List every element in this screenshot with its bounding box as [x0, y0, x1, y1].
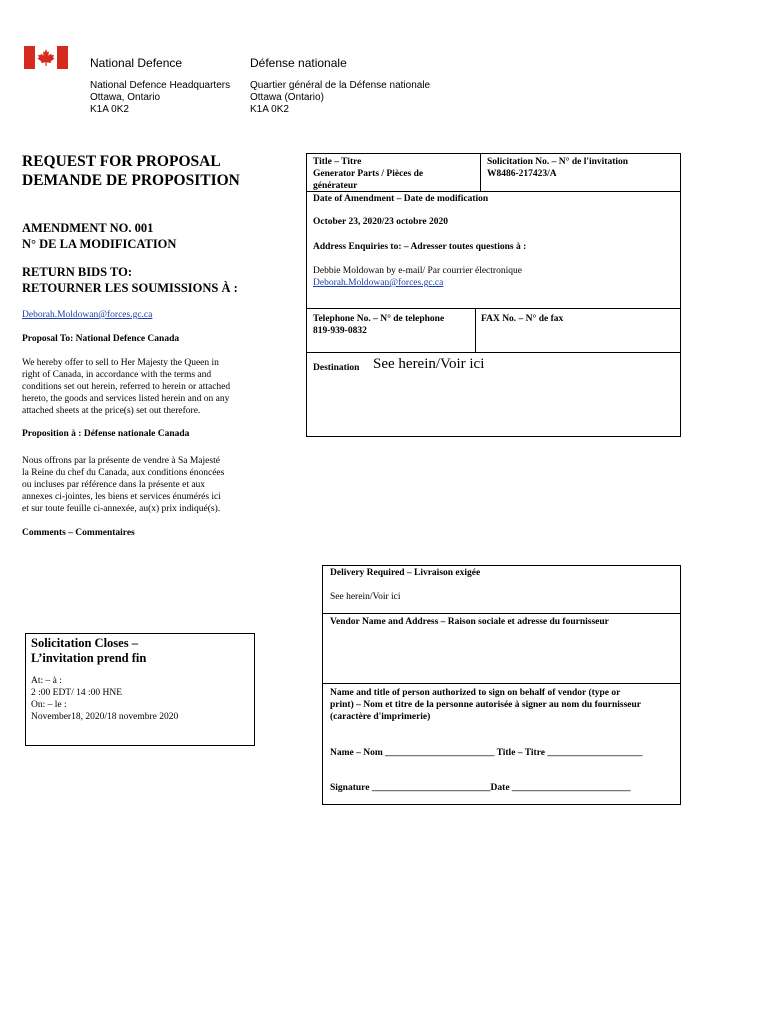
proposal-to-fr: Proposition à : Défense nationale Canada: [22, 429, 190, 439]
address-line: K1A 0K2: [90, 104, 129, 115]
text-line: Solicitation Closes –: [31, 636, 138, 650]
divider: [322, 613, 681, 614]
return-bids-fr: RETOURNER LES SOUMISSIONS À :: [22, 281, 238, 295]
closes-time: 2 :00 EDT/ 14 :00 HNE: [31, 688, 123, 698]
address-line: K1A 0K2: [250, 104, 289, 115]
dept-address-en: [90, 80, 230, 116]
dept-name-en: National Defence: [90, 56, 183, 70]
authorized-person-label: [330, 687, 641, 723]
offer-text-fr: [22, 455, 262, 515]
address-line: Ottawa, Ontario: [90, 92, 161, 103]
closes-title: [31, 636, 146, 666]
divider: [480, 153, 481, 191]
telephone-label: Telephone No. – N° de telephone: [313, 314, 445, 324]
vendor-name-address-label: Vendor Name and Address – Raison sociale et adresse du fournisseur: [330, 617, 609, 627]
amendment-date-value: October 23, 2020/23 octobre 2020: [313, 217, 449, 227]
closes-at-label: At: – à :: [31, 676, 62, 686]
text-line: L’invitation prend fin: [31, 651, 147, 665]
text-line: We hereby offer to sell to Her Majesty the Queen in: [22, 358, 219, 368]
destination-value: See herein/Voir ici: [373, 356, 485, 372]
destination-label: Destination: [313, 363, 360, 373]
text-line: générateur: [313, 181, 358, 191]
proposal-to-en: Proposal To: National Defence Canada: [22, 334, 180, 344]
divider: [475, 308, 476, 352]
return-email-link[interactable]: Deborah.Moldowan@forces.gc.ca: [22, 310, 153, 320]
text-line: Nous offrons par la présente de vendre à Sa Majesté: [22, 456, 220, 466]
text-line: print) – Nom et titre de la personne autorisée à signer au nom du fournisseur: [330, 700, 642, 710]
address-line: National Defence Headquarters: [90, 80, 231, 91]
amendment-date-label: Date of Amendment – Date de modification: [313, 194, 489, 204]
title-value: [313, 168, 423, 192]
rfp-title-fr: DEMANDE DE PROPOSITION: [22, 172, 240, 189]
canada-flag-logo: [24, 46, 68, 69]
text-line: et sur toute feuille ci-annexée, au(x) prix indiqué(s).: [22, 504, 221, 514]
offer-text-en: [22, 357, 262, 417]
fax-label: FAX No. – N° de fax: [481, 314, 564, 324]
text-line: Generator Parts / Pièces de: [313, 169, 424, 179]
enquiries-label: Address Enquiries to: – Adresser toutes questions à :: [313, 242, 527, 252]
solicitation-no-label: Solicitation No. – N° de l'invitation: [487, 157, 629, 167]
signature-date-line[interactable]: Signature _________________________Date _________________________: [330, 783, 631, 793]
text-line: right of Canada, in accordance with the terms and: [22, 370, 212, 380]
closes-date: November18, 2020/18 novembre 2020: [31, 712, 179, 722]
closes-on-label: On: – le :: [31, 700, 67, 710]
dept-address-fr: [250, 80, 430, 116]
enquiries-email-link[interactable]: Deborah.Moldowan@forces.gc.ca: [313, 278, 444, 288]
title-label: Title – Titre: [313, 157, 362, 167]
text-line: Name and title of person authorized to sign on behalf of vendor (type or: [330, 688, 621, 698]
text-line: ou incluses par référence dans la présente et aux: [22, 480, 206, 490]
text-line: conditions set out herein, referred to herein or attached: [22, 382, 231, 392]
enquiries-contact: Debbie Moldowan by e-mail/ Par courrier électronique: [313, 266, 522, 276]
name-title-line[interactable]: Name – Nom _______________________ Title – Titre ____________________: [330, 748, 643, 758]
telephone-value: 819-939-0832: [313, 326, 367, 336]
address-line: Ottawa (Ontario): [250, 92, 324, 103]
amendment-no-fr: N° DE LA MODIFICATION: [22, 237, 177, 251]
solicitation-no-value: W8486-217423/A: [487, 169, 557, 179]
comments-label: Comments – Commentaires: [22, 528, 135, 538]
rfp-title-en: REQUEST FOR PROPOSAL: [22, 153, 221, 170]
text-line: annexes ci-jointes, les biens et services énumérés ici: [22, 492, 221, 502]
delivery-required-value: See herein/Voir ici: [330, 592, 401, 602]
delivery-required-label: Delivery Required – Livraison exigée: [330, 568, 481, 578]
text-line: hereto, the goods and services listed herein and on any: [22, 394, 230, 404]
amendment-no-en: AMENDMENT NO. 001: [22, 221, 154, 235]
return-bids-en: RETURN BIDS TO:: [22, 265, 132, 279]
divider: [306, 308, 681, 309]
text-line: (caractère d'imprimerie): [330, 712, 431, 722]
text-line: attached sheets at the price(s) set out therefore.: [22, 406, 201, 416]
text-line: la Reine du chef du Canada, aux conditions énoncées: [22, 468, 225, 478]
divider: [306, 352, 681, 353]
dept-name-fr: Défense nationale: [250, 56, 347, 70]
address-line: Quartier général de la Défense nationale: [250, 80, 431, 91]
divider: [322, 683, 681, 684]
